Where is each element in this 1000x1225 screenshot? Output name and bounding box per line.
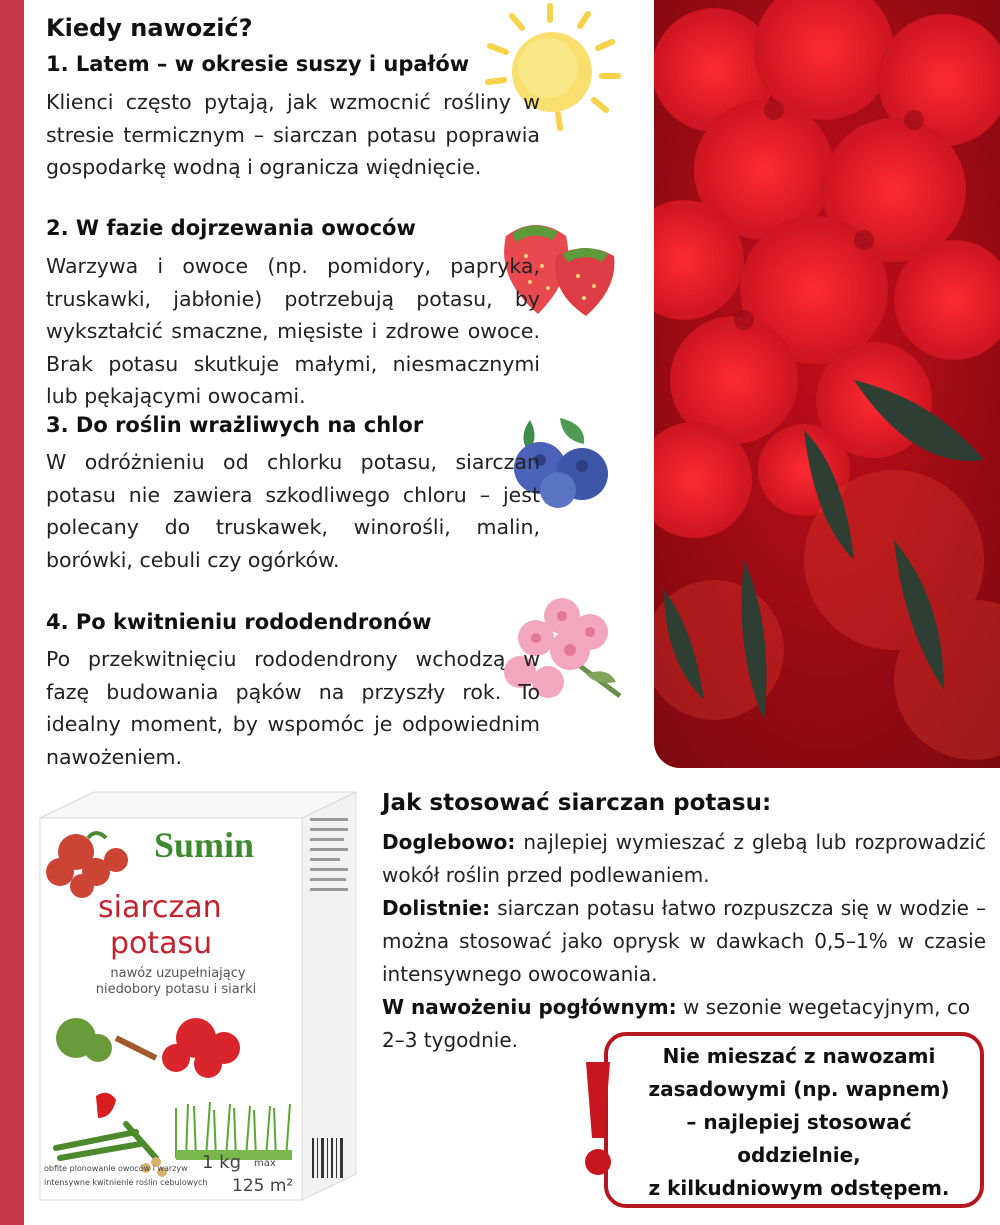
section-text: W odróżnieniu od chlorku potasu, siarczan potasu nie zawiera szkodliwego chloru – jest polecany do truskawek, winorośli, malin, borówki, cebuli czy ogórków.: [46, 450, 540, 572]
product-name-line1: siarczan: [98, 890, 222, 925]
section-heading: 2. W fazie dojrzewania owoców: [46, 216, 416, 240]
section-heading: 3. Do roślin wrażliwych na chlor: [46, 413, 424, 437]
section-text: Po przekwitnięciu rododendrony wchodzą w fazę budowania pąków na przyszły rok. To idealny moment, by wspomóc je odpowiednim nawożeniem.: [46, 647, 540, 769]
product-coverage-prefix: max: [254, 1158, 276, 1169]
product-name-line2: potasu: [110, 926, 213, 961]
warning-text: [618, 1040, 980, 1205]
page-title: Kiedy nawozić?: [46, 14, 253, 42]
product-footer-line2: intensywne kwitnienie roślin cebulowych: [44, 1178, 208, 1187]
usage-item-text: siarczan potasu łatwo rozpuszcza się w wodzie – można stosować jako oprysk w dawkach 0,5–1% w czasie intensywnego owocowania.: [382, 896, 986, 986]
warning-line: oddzielnie,: [737, 1143, 861, 1167]
product-package: [36, 788, 370, 1208]
usage-title: Jak stosować siarczan potasu:: [382, 790, 772, 816]
product-subtitle-line2: niedobory potasu i siarki: [95, 982, 257, 997]
warning-line: – najlepiej stosować: [686, 1110, 912, 1134]
usage-item-text: w sezonie wegetacyjnym, co 2–3 tygodnie.: [382, 995, 971, 1052]
section-text: Warzywa i owoce (np. pomidory, papryka, truskawki, jabłonie) potrzebują potasu, by wykształcić smaczne, mięsiste i zdrowe owoce. Brak potasu skutkuje małymi, niesmacznymi lub pękającymi owocami.: [46, 254, 540, 408]
left-accent-bar: [0, 0, 24, 1225]
product-weight: 1 kg: [202, 1152, 242, 1173]
warning-line: zasadowymi (np. wapnem): [648, 1077, 950, 1101]
warning-line: z kilkudniowym odstępem.: [648, 1176, 950, 1200]
product-subtitle-line1: nawóz uzupełniający: [110, 966, 246, 981]
section-text: Klienci często pytają, jak wzmocnić rośliny w stresie termicznym – siarczan potasu poprawia gospodarkę wodną i ogranicza więdnięcie.: [46, 90, 540, 179]
rhododendron-photo: [654, 0, 1000, 768]
usage-item-label: Dolistnie:: [382, 896, 491, 920]
usage-item: [382, 892, 986, 991]
product-footer-line1: obfite plonowanie owoców i warzyw: [44, 1164, 188, 1173]
warning-line: Nie mieszać z nawozami: [662, 1044, 936, 1068]
usage-item: [382, 826, 986, 892]
product-coverage: 125 m²: [232, 1176, 294, 1196]
usage-item-label: Doglebowo:: [382, 830, 516, 854]
usage-item-label: W nawożeniu pogłównym:: [382, 995, 677, 1019]
section-heading: 4. Po kwitnieniu rododendronów: [46, 610, 432, 634]
usage-item-text: najlepiej wymieszać z glebą lub rozprowadzić wokół roślin przed podlewaniem.: [382, 830, 986, 887]
exclamation-icon: [578, 1060, 618, 1180]
section-heading: 1. Latem – w okresie suszy i upałów: [46, 52, 470, 76]
product-brand-logo: Sumin: [154, 825, 255, 865]
